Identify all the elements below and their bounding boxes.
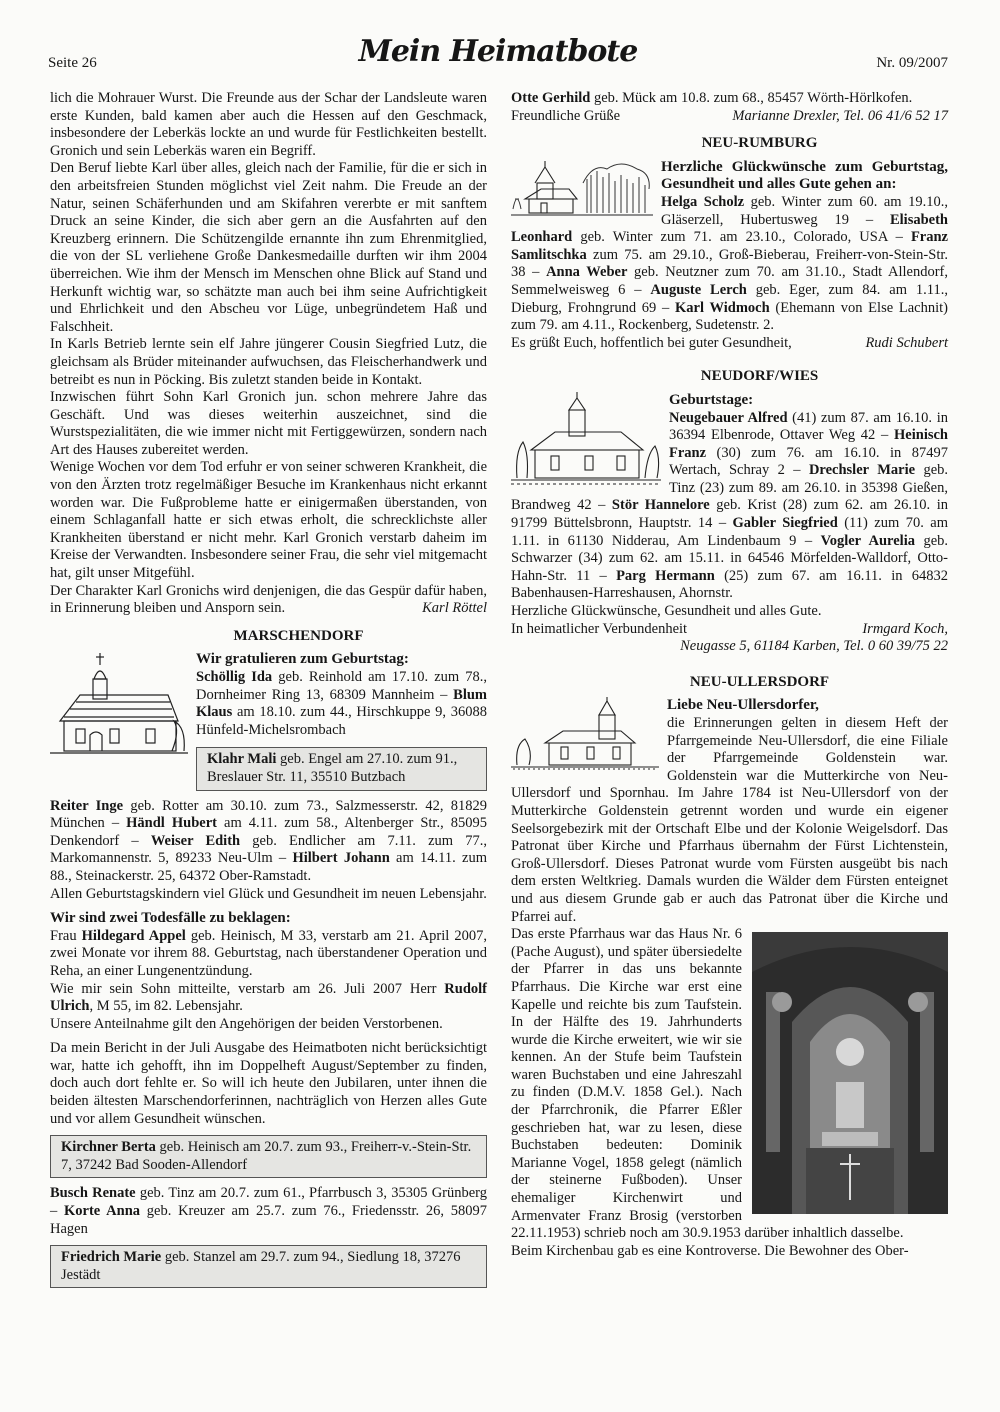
subhead-neudorf: Geburtstage: <box>669 391 754 408</box>
birthday-entries: Neugebauer Alfred (41) zum 87. am 16.10. in 36394 Elbenrode, Ottaver Weg 42 – Heinisch Franz (30) zum 76. am 16.10. in 87497 Wertach, Schray 2 – Drechsler Marie geb. Tinz (23) zum 89. am 26.10. in 35398 Gießen, Brandweg 42 – Stör Hannelore geb. Krist (28) zum 62. am 26.10. in 91799 Büttelsbronn, Hauptstr. 14 – Gabler Siegfried (11) zum 70. am 1.11. in 61130 Nidderau, Am Lindenbaum 9 – Vogler Aurelia geb. Schwarzer (34) zum 62. am 15.11. in 64546 Mörfelden-Walldorf, Otto-Hahn-Str. 11 – Parg Hermann (25) zum 67. am 16.11. in 64832 Babenhausen-Harreshausen, Ahornstr. <box>511 409 949 602</box>
greeting-line: Freundliche Grüße Marianne Drexler, Tel. 06 41/6 52 17 <box>511 107 948 124</box>
death-notices-heading: Wir sind zwei Todesfälle zu beklagen: <box>50 910 291 927</box>
page-header <box>48 28 948 80</box>
story-paragraph: Inzwischen führt Sohn Karl Gronich jun. schon mehrere Jahre das Geschäft. Und was dieses weiterhin auszeichnet, sind die Wurstspezialitäten, die wie immer nicht mit Fertiggewürzen, sondern nach Art des Hauses zubereitet werden. <box>50 389 487 458</box>
birthday-entries: Reiter Inge geb. Rotter am 30.10. zum 73., Salzmesserstr. 42, 81829 München – Händl Hubert am 4.11. zum 58., Altenberger Str., 85095 Denkendorf – Weiser Edith geb. Endlicher am 7.11. zum 77., Markomannenstr. 5, 89233 Neu-Ulm – Hilbert Johann am 14.11. zum 88., Steinackerstr. 25, 64372 Ober-Ramstadt. <box>50 797 488 884</box>
church-illustration-neu-rumburg <box>511 159 653 221</box>
story-author: Karl Röttel <box>422 600 487 617</box>
signature-koch: Irmgard Koch, <box>862 620 948 637</box>
story-paragraph: Den Beruf liebte Karl über alles, gleich nach der Familie, für die er sich in den arbeitsfreien Stunden möglichst viel Zeit nahm. Die Freude an der Natur, seinen Schäferhunden und am Skifahren vererbte er mit sanftem Druck an seine Kinder, die sich aber gern an die Ausfahrten auf den Kreuzberg erinnern. Die Schützengilde ernannte ihn zum Ehrenmitglied, die von der SL verliehene Große Dankesmedaille durften wir ihm 2004 überreichen. Wie ihm der Mensch im Menschen ohne Blick auf Stand und Herkunft wichtig war, so schätzte man auch bei ihm seine Aufrichtigkeit und Ehrlichkeit und den Abscheu vor Lüge, unbegründetem Haß und Falschheit. <box>50 160 487 335</box>
highlight-box-klahr: Klahr Mali geb. Engel am 27.10. zum 91., Breslauer Str. 11, 35510 Butzbach <box>196 747 487 790</box>
section-heading-neu-rumburg: NEU-RUMBURG <box>701 135 818 152</box>
signature-schubert: Rudi Schubert <box>865 334 948 351</box>
church-illustration-neudorf <box>511 392 661 488</box>
highlight-box-kirchner: Kirchner Berta geb. Heinisch am 20.7. zum 93., Freiherr-v.-Stein-Str. 7, 37242 Bad Sooden-Allendorf <box>50 1135 487 1178</box>
story-paragraph: In Karls Betrieb lernte sein elf Jahre jüngerer Cousin Siegfried Lutz, die gleichsam als Brüder miteinander aufwuchsen, das Fleischerhandwerk und betreibt es nun in Pöcking. Bis zuletzt standen beide in Kontakt. <box>50 336 487 388</box>
article-paragraph: Das erste Pfarrhaus war das Haus Nr. 6 (Pache August), und später übersiedelte der Pfarrer in das uns bekannte Pfarrhaus. Die Kirche war erst eine Kapelle und reichte bis zum Taufstein. In der Hälfte des 19. Jahrhunderts wurde die Kirche erweitert, wie wir sie kennen. An der Stufe beim Taufstein waren Buchstaben und eine Jahreszahl zu finden (D.M.V. 1858 Gel.). Nach der Pfarrchronik, die Pfarrer Eßler geschrieben hat, war zu lesen, diese Buchstaben bedeuten: Dominik Marianne Vogel, 1858 gelegt (nämlich der steinerne Fußboden). Unser ehemaliger Kirchenwirt und Armenvater Franz Brosig (verstorben 22.11.1953) schrieb noch am 30.9.1953 darüber inhaltlich dasselbe. <box>511 926 904 1242</box>
condolence-text: Unsere Anteilnahme gilt den Angehörigen der beiden Verstorbenen. <box>50 1015 443 1032</box>
story-paragraph: Der Charakter Karl Gronichs wird denjenigen, die das Gespür dafür haben, in Erinnerung bleiben und Ansporn sein. Karl Röttel <box>50 582 487 617</box>
signature-drexler: Marianne Drexler, Tel. 06 41/6 52 17 <box>732 107 948 124</box>
story-paragraph: lich die Mohrauer Wurst. Die Freunde aus der Schar der Landsleute waren erste Kunden, bald kamen aber auch die Hessen auf den Geschmack, insbesondere der Leberkäs lockte an und wurde für Festlichkeiten bestellt. Gronich und sein Leberkäs waren ein Begriff. <box>50 90 487 159</box>
late-note: Da mein Bericht in der Juli Ausgabe des Heimatboten nicht berücksichtigt war, hatte ich gehofft, ihn im Doppelheft August/September zu finden, doch auch dort fehlte er. So will ich heute den Jubilaren, unter ihnen die beiden ältesten Marschendorferinnen, nachträglich von Herzen alles Gute und vor allem Gesundheit wünschen. <box>50 1040 487 1127</box>
subhead-neu-ullersdorf: Liebe Neu-Ullersdorfer, <box>667 697 819 714</box>
issue-number: Nr. 09/2007 <box>876 55 948 71</box>
church-interior-photo <box>752 932 948 1214</box>
subhead-marschendorf: Wir gratulieren zum Geburtstag: <box>196 651 409 668</box>
greeting-line: Es grüßt Euch, hoffentlich bei guter Gesundheit, Rudi Schubert <box>511 334 948 351</box>
subhead-neu-rumburg: Herzliche Glückwünsche zum Geburtstag, Gesundheit und alles Gute gehen an: <box>661 158 948 193</box>
signature-address: Neugasse 5, 61184 Karben, Tel. 0 60 39/75 22 <box>680 638 948 655</box>
article-paragraph: die Erinnerungen gelten in diesem Heft der Pfarrgemeinde Neu-Ullersdorf, die eine Filiale der Pfarrgemeinde Goldenstein war. Goldenstein war die Mutterkirche von Neu-Ullersdorf und Spornhau. Im Jahre 1784 ist Neu-Ullersdorf von der Mutterkirche Goldenstein getrennt worden und wurde ein eigener Seelsorgebezirk mit der Ortschaft Elbe und der Kolonie Weigelsdorf. Das Patronat über Kirche und Pfarrhaus übernahm der Fürst Lichtenstein, Groß-Ullersdorf. Dieses Patronat wurde vom Fürsten ausgeübt bis nach dem ersten Weltkrieg. Damals wurden die Wälder dem Fürsten enteignet und aus diesem Grunde gab er auch das Patronat über die Kirche und Pfarrei auf. <box>511 715 948 925</box>
birthday-entries: Busch Renate geb. Tinz am 20.7. zum 61., Pfarrbusch 3, 35305 Grünberg – Korte Anna geb. Kreuzer am 25.7. zum 76., Friedensstr. 26, 58097 Hagen <box>50 1185 488 1237</box>
birthday-entry-otte: Otte Gerhild geb. Mück am 10.8. zum 68., 85457 Wörth-Hörlkofen. <box>511 90 913 106</box>
right-column <box>511 90 948 1260</box>
story-paragraph: Wenige Wochen vor dem Tod erfuhr er von seiner schweren Krankheit, die von den Ärzten trotz regelmäßiger Besuche im Krankenhaus nicht erkannt worden war. Die Fußprobleme hatte er einigermaßen überstanden, von einem Schlaganfall hatte er sich etwas erholt, die schrecklichste aller Krankheiten überstand er nicht mehr. Karl Gronich verstarb daheim im Kreise der Verwandten. Insbesondere seiner Frau, die sehr viel mitgemacht hat, gilt unser Mitgefühl. <box>50 459 487 582</box>
church-illustration-marschendorf <box>50 651 188 759</box>
page-number: Seite 26 <box>48 55 97 71</box>
section-heading-neu-ullersdorf: NEU-ULLERSDORF <box>689 673 830 690</box>
death-notice: Frau Hildegard Appel geb. Heinisch, M 33, verstarb am 21. April 2007, zwei Monate vor ihrem 88. Geburtstag, nach überstandener Operation und Reha, an einer Lungenentzündung. <box>50 927 487 979</box>
birthday-wishes: Herzliche Glückwünsche, Gesundheit und alles Gute. <box>511 603 822 620</box>
article-paragraph: Beim Kirchenbau gab es eine Kontroverse. Die Bewohner des Ober- <box>511 1242 909 1259</box>
birthday-entries: Helga Scholz geb. Winter zum 60. am 19.10., Gläserzell, Hubertusweg 19 – Elisabeth Leonhard geb. Winter zum 71. am 23.10., Colorado, USA – Franz Samlitschka zum 75. am 29.10., Groß-Bieberau, Freiherr-von-Stein-Str. 38 – Anna Weber geb. Neutzner zum 70. am 31.10., Stadt Allendorf, Semmelweisweg 6 – Auguste Lerch geb. Eger, zum 84. am 1.11., Dieburg, Frohngrund 69 – Karl Widmoch (Ehemann von Else Lachnit) zum 79. am 4.11., Rockenberg, Sudetenstr. 2. <box>511 193 949 334</box>
church-illustration-neu-ullersdorf <box>511 697 659 773</box>
masthead-logo: Mein Heimatbote <box>358 34 638 69</box>
section-heading-marschendorf: MARSCHENDORF <box>233 627 364 644</box>
left-column <box>50 90 487 1288</box>
farewell-line: In heimatlicher Verbundenheit Irmgard Koch, <box>511 620 948 637</box>
birthday-entries: Schöllig Ida geb. Reinhold am 17.10. zum 78., Dornheimer Ring 13, 68309 Mannheim – Blum Klaus am 18.10. zum 44., Hirschkuppe 9, 36088 Hünfeld-Michelsrombach <box>196 669 488 738</box>
highlight-box-friedrich: Friedrich Marie geb. Stanzel am 29.7. zum 94., Siedlung 18, 37276 Jestädt <box>50 1245 487 1288</box>
section-heading-neudorf-wies: NEUDORF/WIES <box>700 368 819 385</box>
birthday-wishes: Allen Geburtstagskindern viel Glück und Gesundheit im neuen Lebensjahr. <box>50 885 487 902</box>
death-notice: Wie mir sein Sohn mitteilte, verstarb am 26. Juli 2007 Herr Rudolf Ulrich, M 55, im 82. Lebensjahr. <box>50 980 487 1015</box>
